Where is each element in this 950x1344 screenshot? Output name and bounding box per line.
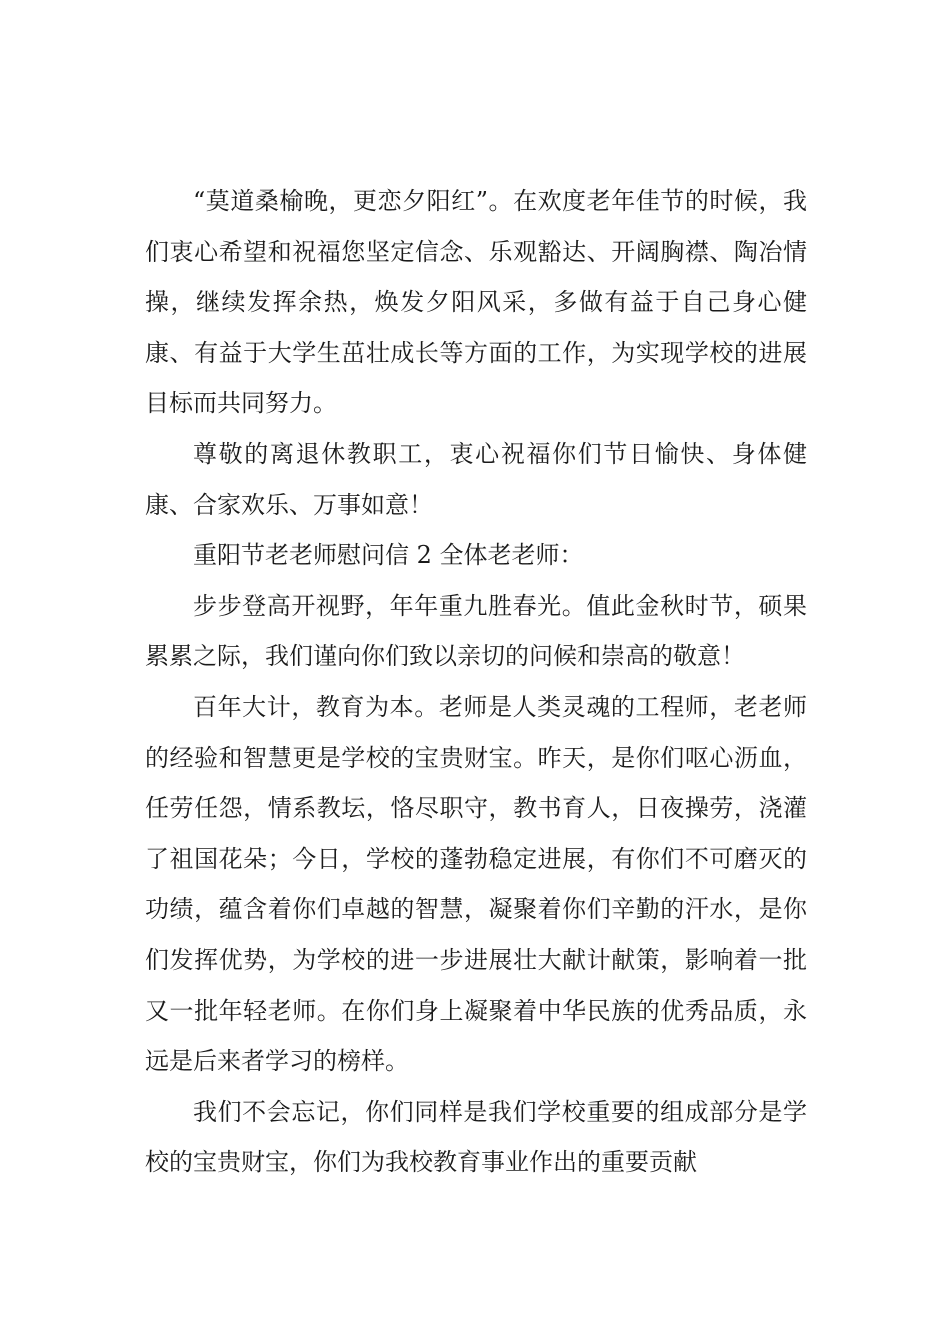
paragraph-education: 百年大计，教育为本。老师是人类灵魂的工程师，老老师的经验和智慧更是学校的宝贵财宝。昨天，是你们呕心沥血，任劳任怨，情系教坛，恪尽职守，教书育人，日夜操劳，浇灌了祖国花朵；今日，学校的蓬勃稳定进展，有你们不可磨灭的功绩，蕴含着你们卓越的智慧，凝聚着你们辛勤的汗水，是你们发挥优势，为学校的进一步进展壮大献计献策，影响着一批又一批年轻老师。在你们身上凝聚着中华民族的优秀品质，永远是后来者学习的榜样。 [145,692,807,1076]
paragraph-blessing: 尊敬的离退休教职工，衷心祝福你们节日愉快、身体健康、合家欢乐、万事如意！ [145,439,807,519]
paragraph-remember: 我们不会忘记，你们同样是我们学校重要的组成部分是学校的宝贵财宝，你们为我校教育事业作出的重要贡献 [145,1097,807,1177]
letter-body [145,176,807,1188]
paragraph-letter-heading: 重阳节老老师慰问信 2 全体老老师： [193,541,584,570]
paragraph-greeting: 步步登高开视野，年年重九胜春光。值此金秋时节，硕果累累之际，我们谨向你们致以亲切的问候和崇高的敬意！ [145,591,807,671]
paragraph-intro-wishes: “莫道桑榆晚，更恋夕阳红”。在欢度老年佳节的时候，我们衷心希望和祝福您坚定信念、乐观豁达、开阔胸襟、陶冶情操，继续发挥余热，焕发夕阳风采，多做有益于自己身心健康、有益于大学生茁壮成长等方面的工作，为实现学校的进展目标而共同努力。 [145,187,807,418]
